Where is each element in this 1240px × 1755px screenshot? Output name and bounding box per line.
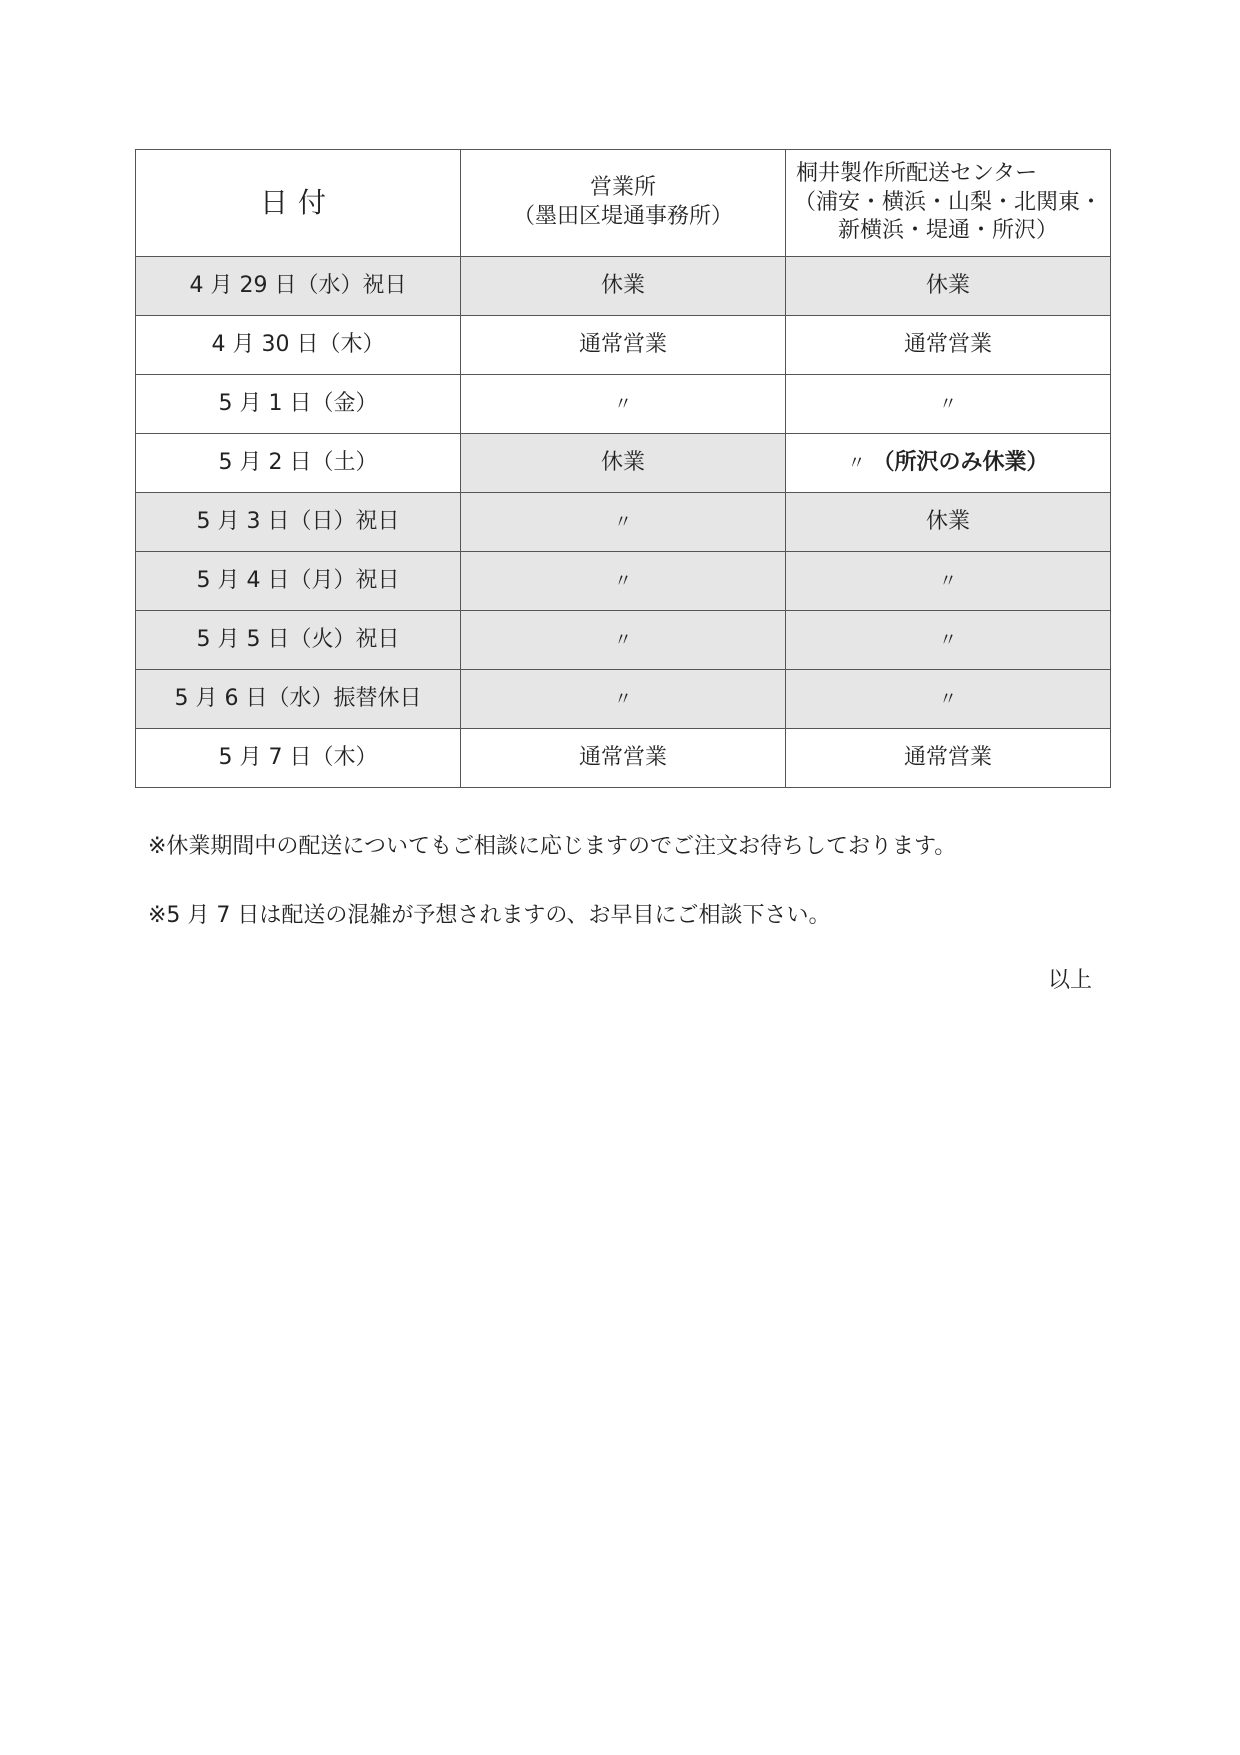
cell-date: 5 月 5 日（火）祝日 xyxy=(136,611,461,670)
holiday-schedule-table xyxy=(135,149,1111,788)
table-row xyxy=(136,729,1111,788)
header-center-line2: （浦安・横浜・山梨・北関東・ xyxy=(793,189,1102,215)
cell-center: 通常営業 xyxy=(786,316,1111,375)
ditto-mark: 〃 xyxy=(939,393,957,415)
cell-date: 5 月 6 日（水）振替休日 xyxy=(136,670,461,729)
ditto-mark: 〃 xyxy=(939,570,957,592)
cell-office: 休業 xyxy=(461,434,786,493)
cell-date: 4 月 29 日（水）祝日 xyxy=(136,257,461,316)
cell-office xyxy=(461,552,786,611)
table-row xyxy=(136,552,1111,611)
ditto-mark: 〃 xyxy=(939,688,957,710)
header-office xyxy=(461,150,786,257)
ditto-mark: 〃 xyxy=(614,570,632,592)
ditto-mark: 〃 xyxy=(614,629,632,651)
delivery-consultation-note: ※休業期間中の配送についてもご相談に応じますのでご注文お待ちしております。 xyxy=(148,834,957,859)
cell-center: 通常営業 xyxy=(786,729,1111,788)
ditto-mark: 〃 xyxy=(614,393,632,415)
header-office-line1: 営業所 xyxy=(589,175,656,201)
cell-date: 5 月 1 日（金） xyxy=(136,375,461,434)
closing-text: 以上 xyxy=(1048,968,1093,993)
cell-office xyxy=(461,611,786,670)
table-row xyxy=(136,375,1111,434)
ditto-mark: 〃 xyxy=(614,511,632,533)
cell-date: 4 月 30 日（木） xyxy=(136,316,461,375)
ditto-mark: 〃 xyxy=(939,629,957,651)
cell-office: 通常営業 xyxy=(461,316,786,375)
tokorozawa-closed-note: （所沢のみ休業） xyxy=(872,449,1049,475)
table-row xyxy=(136,316,1111,375)
table-header-row xyxy=(136,150,1111,257)
table-row xyxy=(136,611,1111,670)
cell-center xyxy=(786,434,1111,493)
cell-center: 休業 xyxy=(786,493,1111,552)
header-center xyxy=(786,150,1111,257)
cell-center xyxy=(786,375,1111,434)
table-row xyxy=(136,670,1111,729)
cell-office xyxy=(461,375,786,434)
congestion-warning-note: ※5 月 7 日は配送の混雑が予想されますの、お早目にご相談下さい。 xyxy=(148,903,831,928)
table-row xyxy=(136,493,1111,552)
cell-date: 5 月 3 日（日）祝日 xyxy=(136,493,461,552)
cell-center: 休業 xyxy=(786,257,1111,316)
header-center-line3: 新横浜・堤通・所沢） xyxy=(837,218,1058,244)
cell-date: 5 月 4 日（月）祝日 xyxy=(136,552,461,611)
cell-center xyxy=(786,611,1111,670)
cell-date: 5 月 7 日（木） xyxy=(136,729,461,788)
header-date xyxy=(136,150,461,257)
table-row xyxy=(136,434,1111,493)
cell-center xyxy=(786,552,1111,611)
cell-date: 5 月 2 日（土） xyxy=(136,434,461,493)
header-center-line1: 桐井製作所配送センター xyxy=(796,161,1038,187)
table-row xyxy=(136,257,1111,316)
header-office-line2: （墨田区堤通事務所） xyxy=(512,204,733,229)
cell-office: 休業 xyxy=(461,257,786,316)
cell-office xyxy=(461,493,786,552)
cell-center xyxy=(786,670,1111,729)
cell-office: 通常営業 xyxy=(461,729,786,788)
ditto-mark: 〃 xyxy=(847,452,866,474)
cell-office xyxy=(461,670,786,729)
ditto-mark: 〃 xyxy=(614,688,632,710)
header-date-label: 日付 xyxy=(259,185,336,219)
